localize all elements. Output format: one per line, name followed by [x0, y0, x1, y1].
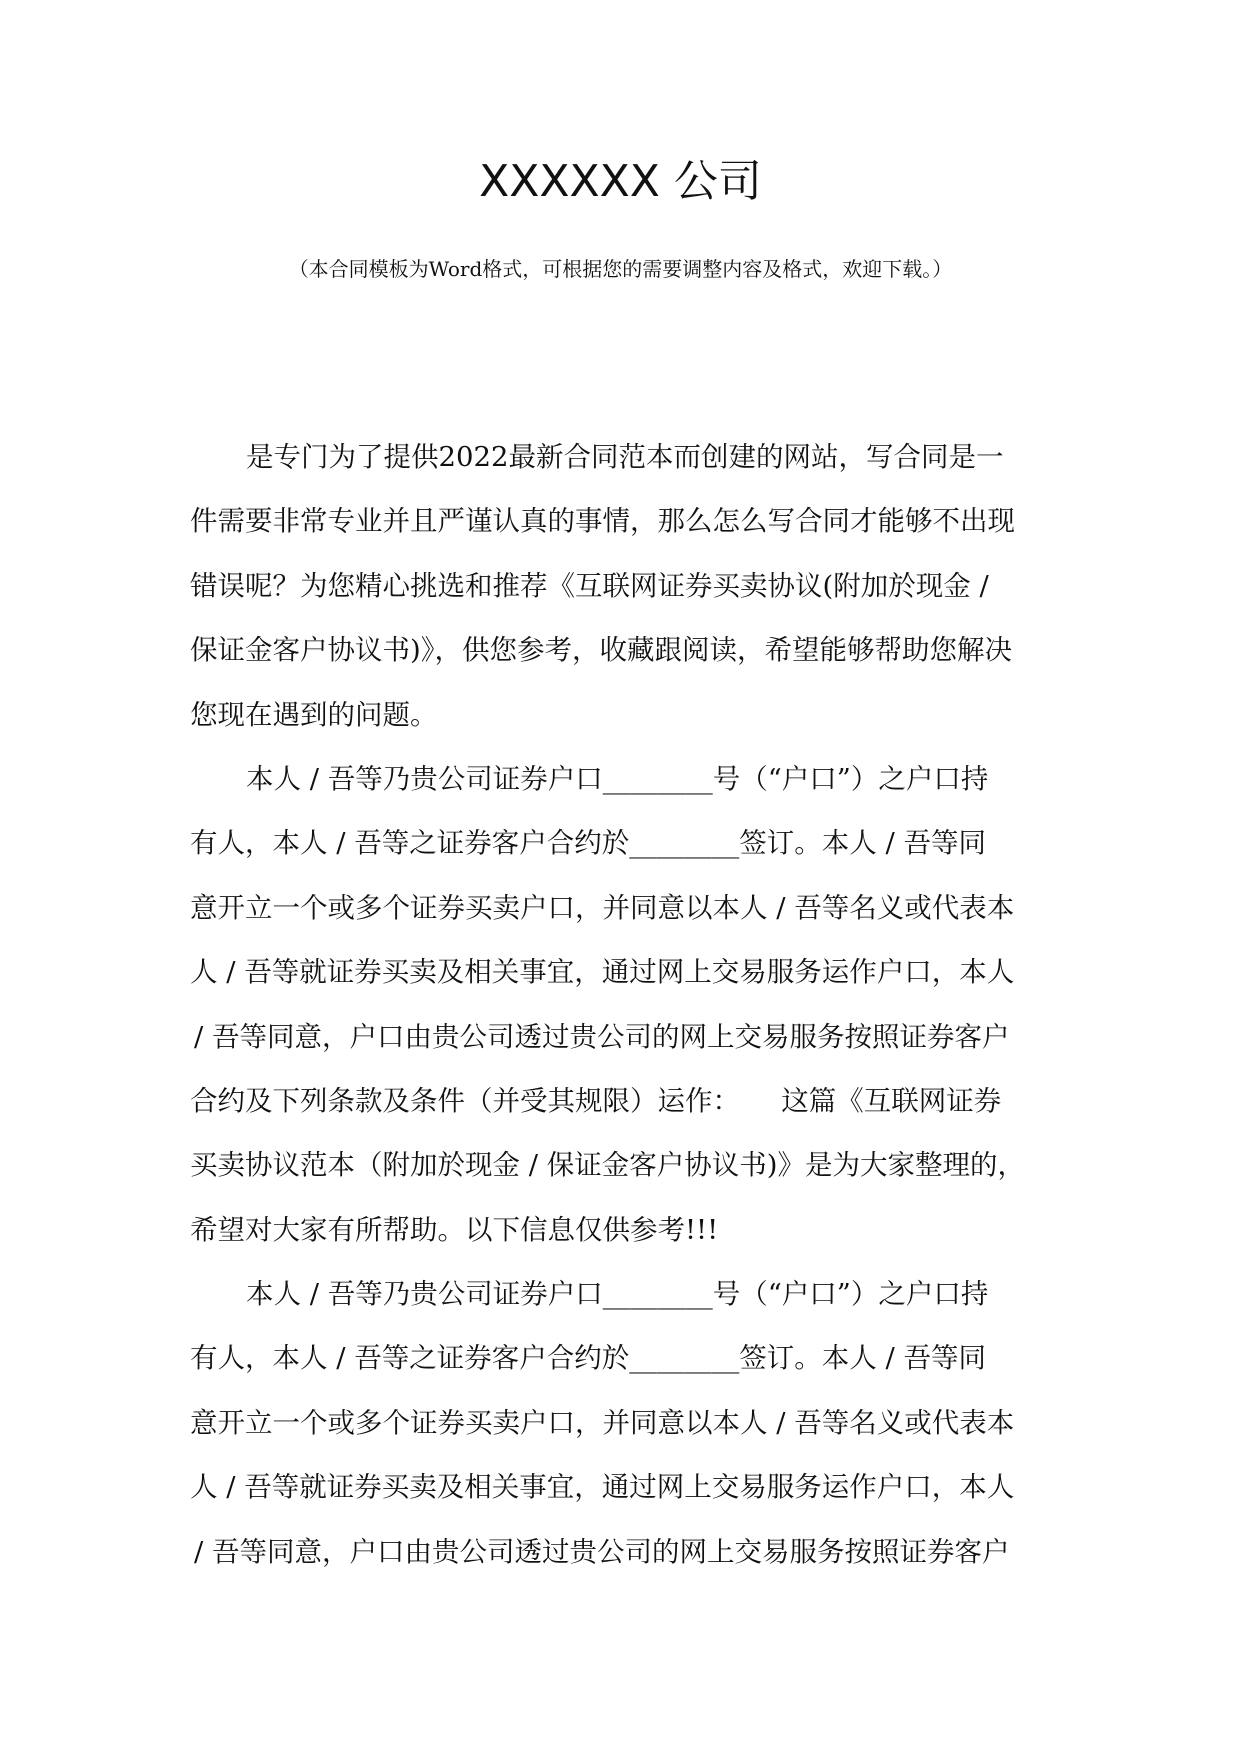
body-line: 本人 / 吾等乃贵公司证券户口________号（“户口”）之户口持	[246, 1278, 989, 1311]
body-line: 人 / 吾等就证券买卖及相关事宜，通过网上交易服务运作户口，本人	[190, 1471, 1015, 1504]
document-title: XXXXXX 公司	[479, 156, 762, 207]
body-line: 买卖协议范本（附加於现金 / 保证金客户协议书)》是为大家整理的，	[190, 1149, 1025, 1182]
body-line: 保证金客户协议书)》，供您参考，收藏跟阅读，希望能够帮助您解决	[190, 634, 1012, 667]
body-line: 希望对大家有所帮助。以下信息仅供参考!!!	[190, 1213, 719, 1246]
body-line: 有人，本人 / 吾等之证券客户合约於________签订。本人 / 吾等同	[190, 1342, 986, 1375]
body-line: 您现在遇到的问题。	[190, 698, 438, 731]
document-body	[190, 425, 1060, 1584]
document-subtitle: （本合同模板为Word格式，可根据您的需要调整内容及格式，欢迎下载。）	[288, 257, 953, 281]
body-line: 错误呢？为您精心挑选和推荐《互联网证券买卖协议(附加於现金 /	[190, 569, 989, 602]
body-line: 意开立一个或多个证券买卖户口，并同意以本人 / 吾等名义或代表本	[190, 891, 1015, 924]
body-line: 是专门为了提供2022最新合同范本而创建的网站，写合同是一	[246, 441, 1004, 473]
body-line: 意开立一个或多个证券买卖户口，并同意以本人 / 吾等名义或代表本	[190, 1406, 1015, 1439]
body-line: 人 / 吾等就证券买卖及相关事宜，通过网上交易服务运作户口，本人	[190, 956, 1015, 989]
body-line: 本人 / 吾等乃贵公司证券户口________号（“户口”）之户口持	[246, 762, 989, 795]
body-line: / 吾等同意，户口由贵公司透过贵公司的网上交易服务按照证券客户	[194, 1020, 1010, 1053]
body-line: 合约及下列条款及条件（并受其规限）运作： 这篇《互联网证券	[190, 1084, 1002, 1117]
body-line: / 吾等同意，户口由贵公司透过贵公司的网上交易服务按照证券客户	[194, 1535, 1010, 1568]
body-line: 件需要非常专业并且严谨认真的事情，那么怎么写合同才能够不出现	[190, 505, 1015, 538]
body-line: 有人，本人 / 吾等之证券客户合约於________签订。本人 / 吾等同	[190, 827, 986, 860]
